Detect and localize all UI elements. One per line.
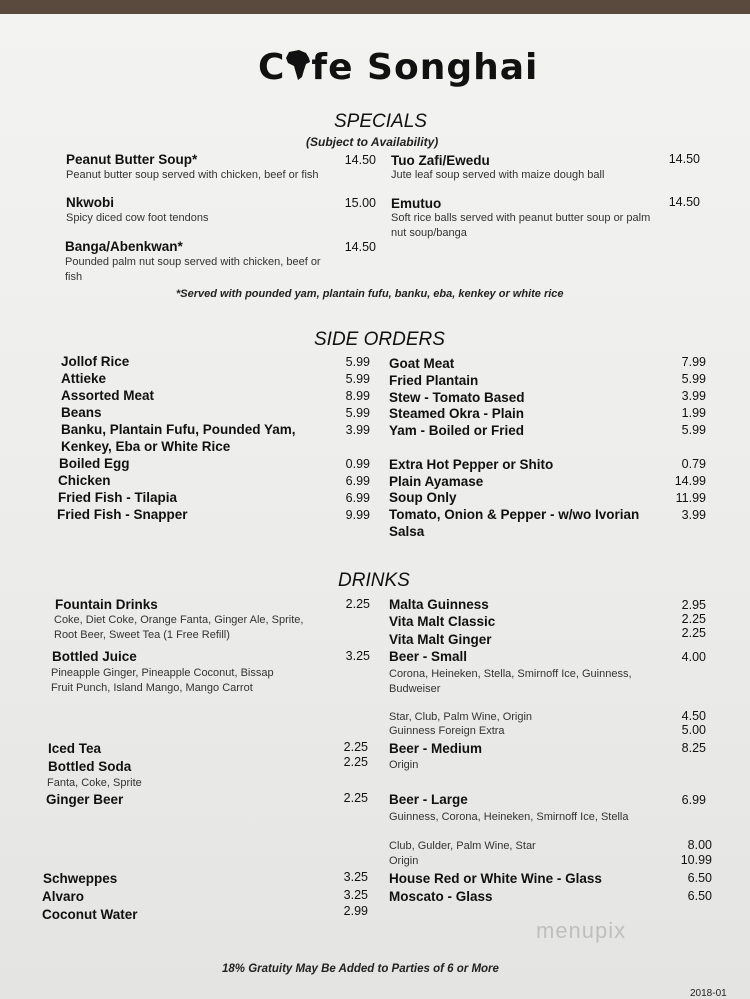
side-item-price: 11.99 bbox=[675, 491, 706, 505]
drink-desc: Pineapple Ginger, Pineapple Coconut, Bissap bbox=[51, 667, 274, 679]
watermark: menupix bbox=[536, 918, 627, 943]
side-item-price: 14.99 bbox=[674, 474, 706, 488]
africa-icon bbox=[285, 49, 311, 90]
special-item-desc: Spicy diced cow foot tendons bbox=[66, 212, 209, 224]
side-item-name: Salsa bbox=[389, 524, 425, 539]
side-item-price: 6.99 bbox=[345, 474, 370, 488]
drink-name: Beer - Medium bbox=[389, 741, 483, 756]
drink-price: 3.25 bbox=[343, 870, 368, 884]
special-item-name: Peanut Butter Soup* bbox=[66, 152, 198, 167]
specials-heading: SPECIALS bbox=[334, 111, 427, 132]
drink-desc: Coke, Diet Coke, Orange Fanta, Ginger Ale, Sprite, bbox=[54, 614, 304, 626]
drink-price: 2.25 bbox=[343, 755, 368, 769]
drink-price: 5.00 bbox=[681, 723, 706, 737]
specials-subtitle: (Subject to Availability) bbox=[306, 135, 439, 149]
restaurant-logo bbox=[258, 47, 538, 90]
side-item-price: 3.99 bbox=[345, 423, 370, 437]
drink-name: Ginger Beer bbox=[46, 792, 124, 807]
drink-desc: Budweiser bbox=[389, 683, 441, 695]
drink-name: House Red or White Wine - Glass bbox=[389, 871, 602, 886]
side-item-price: 5.99 bbox=[681, 372, 706, 386]
side-item-name: Fried Fish - Tilapia bbox=[58, 490, 178, 505]
drink-price: 10.99 bbox=[680, 853, 712, 867]
side-item-price: 9.99 bbox=[345, 508, 370, 522]
side-item-name: Jollof Rice bbox=[61, 354, 130, 369]
drink-name: Malta Guinness bbox=[389, 597, 489, 612]
drink-name: Vita Malt Classic bbox=[389, 614, 496, 629]
drink-price: 3.25 bbox=[343, 888, 368, 902]
special-item-desc: Soft rice balls served with peanut butter soup or palm nut soup/banga bbox=[391, 212, 651, 239]
side-item-price: 7.99 bbox=[681, 355, 706, 369]
drink-name: Bottled Soda bbox=[48, 759, 132, 774]
special-item-price: 14.50 bbox=[344, 153, 376, 167]
drink-desc: Fruit Punch, Island Mango, Mango Carrot bbox=[51, 682, 253, 694]
special-item-name: Emutuo bbox=[391, 196, 442, 211]
drink-price: 8.00 bbox=[687, 838, 712, 852]
drink-price: 2.25 bbox=[681, 612, 706, 626]
side-item-price: 1.99 bbox=[681, 406, 706, 420]
drink-name: Beer - Small bbox=[389, 649, 468, 664]
side-item-name: Yam - Boiled or Fried bbox=[389, 423, 525, 438]
side-item-price: 3.99 bbox=[681, 508, 706, 522]
special-item-price: 14.50 bbox=[344, 240, 376, 254]
drink-name: Fountain Drinks bbox=[55, 597, 158, 612]
special-item-name: Tuo Zafi/Ewedu bbox=[391, 153, 490, 168]
drink-name: Beer - Large bbox=[389, 792, 468, 807]
drink-name: Coconut Water bbox=[42, 907, 138, 922]
side-item-name: Extra Hot Pepper or Shito bbox=[389, 457, 554, 472]
special-item-desc: Pounded palm nut soup served with chicken, beef or fish bbox=[65, 256, 321, 283]
side-item-name: Chicken bbox=[58, 473, 111, 488]
drink-desc: Corona, Heineken, Stella, Smirnoff Ice, Guinness, bbox=[389, 668, 632, 680]
drink-desc: Club, Gulder, Palm Wine, Star bbox=[389, 840, 536, 852]
drink-price: 6.50 bbox=[687, 889, 712, 903]
logo-text-start: C bbox=[258, 47, 286, 88]
drink-name: Iced Tea bbox=[48, 741, 102, 756]
drink-price: 8.25 bbox=[681, 741, 706, 755]
side-item-name: Fried Plantain bbox=[389, 373, 479, 388]
special-item-price: 14.50 bbox=[668, 152, 700, 166]
drink-price: 3.25 bbox=[345, 649, 370, 663]
drink-desc: Star, Club, Palm Wine, Origin bbox=[389, 711, 533, 723]
drink-name: Moscato - Glass bbox=[389, 889, 493, 904]
drink-price: 2.99 bbox=[343, 904, 368, 918]
side-item-name: Soup Only bbox=[389, 490, 457, 505]
side-item-price: 3.99 bbox=[681, 389, 706, 403]
special-item-name: Nkwobi bbox=[66, 195, 115, 210]
side-item-price: 5.99 bbox=[345, 406, 370, 420]
side-item-name: Fried Fish - Snapper bbox=[57, 507, 188, 522]
gratuity-note: 18% Gratuity May Be Added to Parties of 6 or More bbox=[222, 963, 499, 975]
drink-price: 4.00 bbox=[681, 650, 706, 664]
side-item-name: Steamed Okra - Plain bbox=[389, 406, 525, 421]
side-item-price: 5.99 bbox=[345, 355, 370, 369]
side-item-price: 0.79 bbox=[681, 457, 706, 471]
side-item-name: Attieke bbox=[61, 371, 107, 386]
special-item-desc: Peanut butter soup served with chicken, beef or fish bbox=[66, 169, 319, 181]
drink-name: Vita Malt Ginger bbox=[389, 632, 492, 647]
side-item-price: 5.99 bbox=[681, 423, 706, 437]
logo-text-end: fe Songhai bbox=[311, 47, 539, 88]
side-item-name: Assorted Meat bbox=[61, 388, 155, 403]
drink-name: Schweppes bbox=[43, 871, 118, 886]
drink-price: 2.25 bbox=[343, 740, 368, 754]
menu-version-code: 2018-01 bbox=[690, 988, 727, 999]
drink-price: 6.50 bbox=[687, 871, 712, 885]
special-item-name: Banga/Abenkwan* bbox=[65, 239, 183, 254]
drink-price: 2.25 bbox=[681, 626, 706, 640]
side-item-name: Plain Ayamase bbox=[389, 474, 484, 489]
special-item-desc: Jute leaf soup served with maize dough ball bbox=[391, 169, 605, 181]
side-item-name: Boiled Egg bbox=[59, 456, 130, 471]
drink-desc: Guinness Foreign Extra bbox=[389, 725, 505, 737]
special-item-price: 14.50 bbox=[668, 195, 700, 209]
drink-desc: Origin bbox=[389, 759, 419, 771]
drink-price: 6.99 bbox=[681, 793, 706, 807]
side-item-price: 6.99 bbox=[345, 491, 370, 505]
drinks-heading: DRINKS bbox=[338, 570, 410, 591]
side-orders-heading: SIDE ORDERS bbox=[314, 329, 445, 350]
drink-price: 2.95 bbox=[681, 598, 706, 612]
drink-desc: Guinness, Corona, Heineken, Smirnoff Ice, Stella bbox=[389, 811, 629, 823]
drink-desc: Origin bbox=[389, 855, 419, 867]
drink-price: 4.50 bbox=[681, 709, 706, 723]
side-item-name: Goat Meat bbox=[389, 356, 455, 371]
side-item-name: Banku, Plantain Fufu, Pounded Yam, bbox=[61, 422, 296, 437]
drink-desc: Root Beer, Sweet Tea (1 Free Refill) bbox=[54, 629, 230, 641]
side-item-name: Stew - Tomato Based bbox=[389, 390, 525, 405]
drink-desc: Fanta, Coke, Sprite bbox=[47, 777, 142, 789]
side-item-price: 5.99 bbox=[345, 372, 370, 386]
side-item-price: 8.99 bbox=[345, 389, 370, 403]
side-item-name: Tomato, Onion & Pepper - w/wo Ivorian bbox=[389, 507, 640, 522]
drink-price: 2.25 bbox=[343, 791, 368, 805]
side-item-name: Beans bbox=[61, 405, 102, 420]
drink-price: 2.25 bbox=[345, 597, 370, 611]
drink-name: Bottled Juice bbox=[52, 649, 137, 664]
drink-name: Alvaro bbox=[42, 889, 85, 904]
special-item-price: 15.00 bbox=[344, 196, 376, 210]
side-item-name: Kenkey, Eba or White Rice bbox=[61, 439, 231, 454]
side-item-price: 0.99 bbox=[345, 457, 370, 471]
specials-footnote: *Served with pounded yam, plantain fufu, banku, eba, kenkey or white rice bbox=[176, 288, 564, 300]
